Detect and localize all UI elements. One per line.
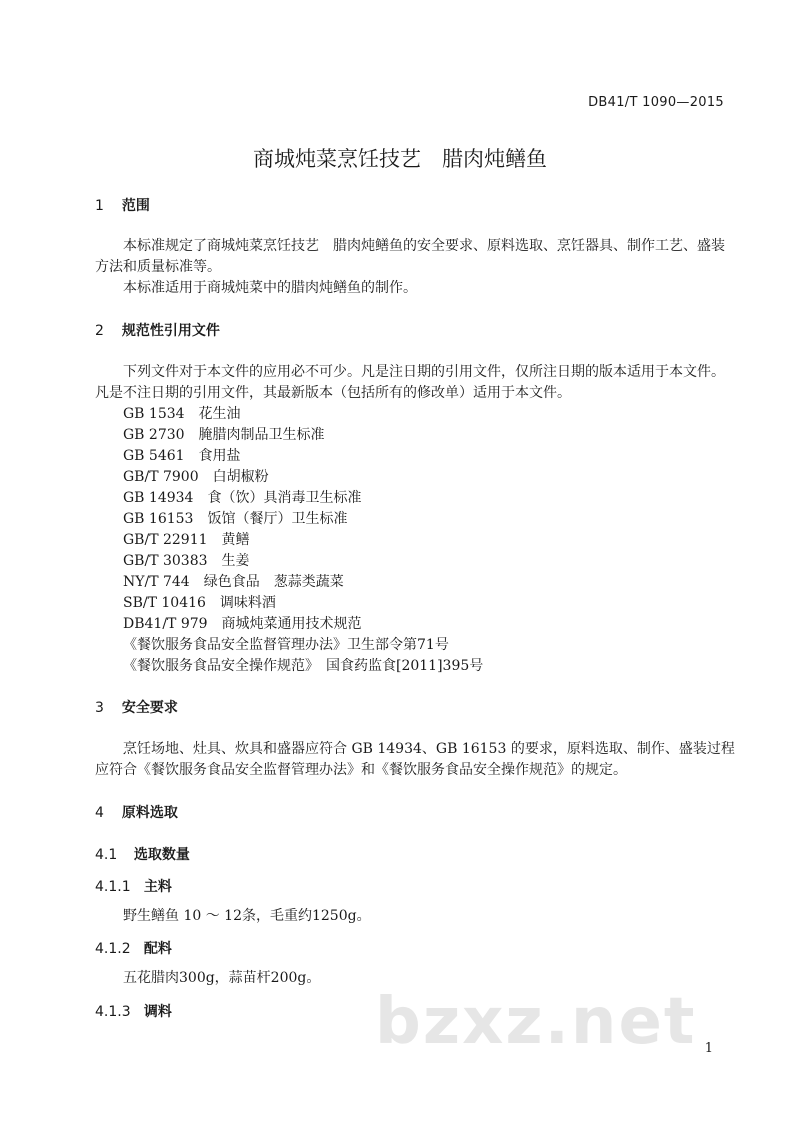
reference-item: DB41/T 979 商城炖菜通用技术规范 (123, 616, 362, 632)
section-number: 1 (95, 198, 104, 214)
section-4-1-2-heading (95, 938, 172, 958)
reference-item: GB/T 7900 白胡椒粉 (123, 469, 269, 485)
watermark: bzxz.net (375, 985, 697, 1059)
reference-item: GB 1534 花生油 (123, 406, 241, 422)
section-number: 4.1.1 (95, 879, 131, 895)
section-number: 3 (95, 700, 104, 716)
reference-list (123, 404, 483, 677)
reference-item: GB 2730 腌腊肉制品卫生标准 (123, 427, 325, 443)
side-ingredient-paragraph: 五花腊肉300g，蒜苗杆200g。 (123, 970, 321, 986)
section-title: 调料 (143, 1004, 172, 1020)
section-number: 2 (95, 323, 104, 339)
section-3-heading (95, 697, 178, 717)
section-number: 4 (95, 805, 104, 821)
reference-item: 《餐饮服务食品安全监督管理办法》卫生部令第71号 (123, 637, 449, 653)
section-title: 安全要求 (121, 700, 178, 716)
section-number: 4.1.3 (95, 1004, 131, 1020)
reference-item: NY/T 744 绿色食品 葱蒜类蔬菜 (123, 574, 344, 590)
reference-item: GB 5461 食用盐 (123, 448, 241, 464)
scope-paragraph-2: 本标准适用于商城炖菜中的腊肉炖鳝鱼的制作。 (123, 280, 417, 296)
safety-requirements-paragraph: 烹饪场地、灶具、炊具和盛器应符合 GB 14934、GB 16153 的要求，原料选取、制作、盛装过程应符合《餐饮服务食品安全监督管理办法》和《餐饮服务食品安全操作规范》的规定。 (95, 741, 735, 778)
main-ingredient-paragraph: 野生鳝鱼 10 ～ 12条，毛重约1250g。 (123, 908, 371, 924)
section-number: 4.1.2 (95, 941, 131, 957)
reference-item: GB/T 30383 生姜 (123, 553, 250, 569)
section-2-heading (95, 320, 220, 340)
section-title: 规范性引用文件 (121, 323, 220, 339)
page-number: 1 (704, 1041, 713, 1056)
section-title: 主料 (143, 879, 172, 895)
section-number: 4.1 (95, 847, 118, 863)
scope-paragraph-1: 本标准规定了商城炖菜烹饪技艺 腊肉炖鳝鱼的安全要求、原料选取、烹饪器具、制作工艺、盛装方法和质量标准等。 (95, 238, 725, 275)
section-1-heading (95, 195, 150, 215)
section-4-1-1-heading (95, 876, 172, 896)
section-title: 范围 (121, 198, 150, 214)
standard-number: DB41/T 1090—2015 (588, 95, 724, 110)
section-4-1-3-heading (95, 1001, 172, 1021)
section-title: 原料选取 (121, 805, 178, 821)
section-4-heading (95, 802, 178, 822)
reference-item: 《餐饮服务食品安全操作规范》 国食药监食[2011]395号 (123, 658, 484, 674)
document-title: 商城炖菜烹饪技艺 腊肉炖鳝鱼 (253, 147, 547, 171)
reference-item: GB/T 22911 黄鳝 (123, 532, 250, 548)
reference-item: GB 14934 食（饮）具消毒卫生标准 (123, 490, 362, 506)
normative-references-intro: 下列文件对于本文件的应用必不可少。凡是注日期的引用文件，仅所注日期的版本适用于本文件。凡是不注日期的引用文件，其最新版本（包括所有的修改单）适用于本文件。 (95, 364, 725, 401)
section-title: 选取数量 (133, 847, 190, 863)
reference-item: GB 16153 饭馆（餐厅）卫生标准 (123, 511, 348, 527)
section-4-1-heading (95, 844, 190, 864)
section-title: 配料 (143, 941, 172, 957)
reference-item: SB/T 10416 调味料酒 (123, 595, 276, 611)
